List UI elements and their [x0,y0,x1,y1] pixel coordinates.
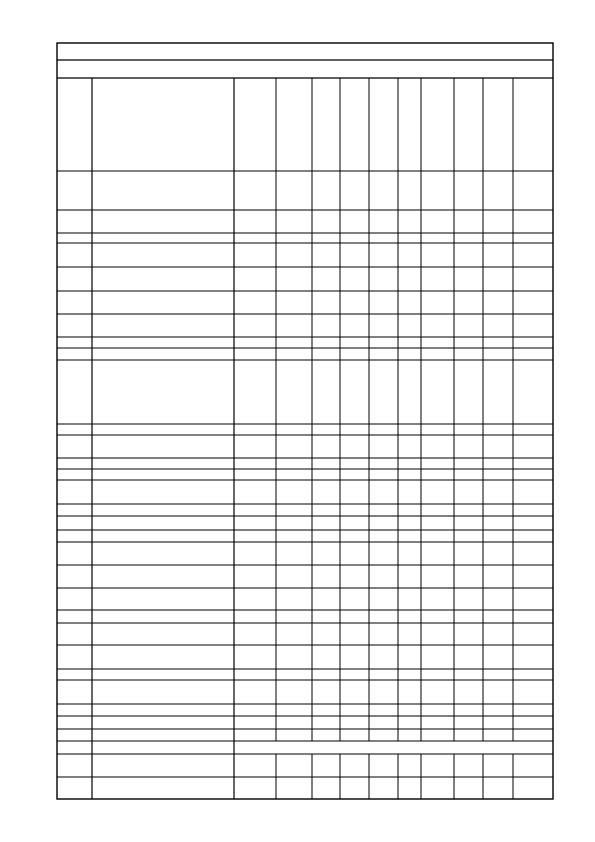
table-outer-border [57,43,553,799]
table-row-lines [57,60,553,777]
table-column-lines [92,78,513,799]
